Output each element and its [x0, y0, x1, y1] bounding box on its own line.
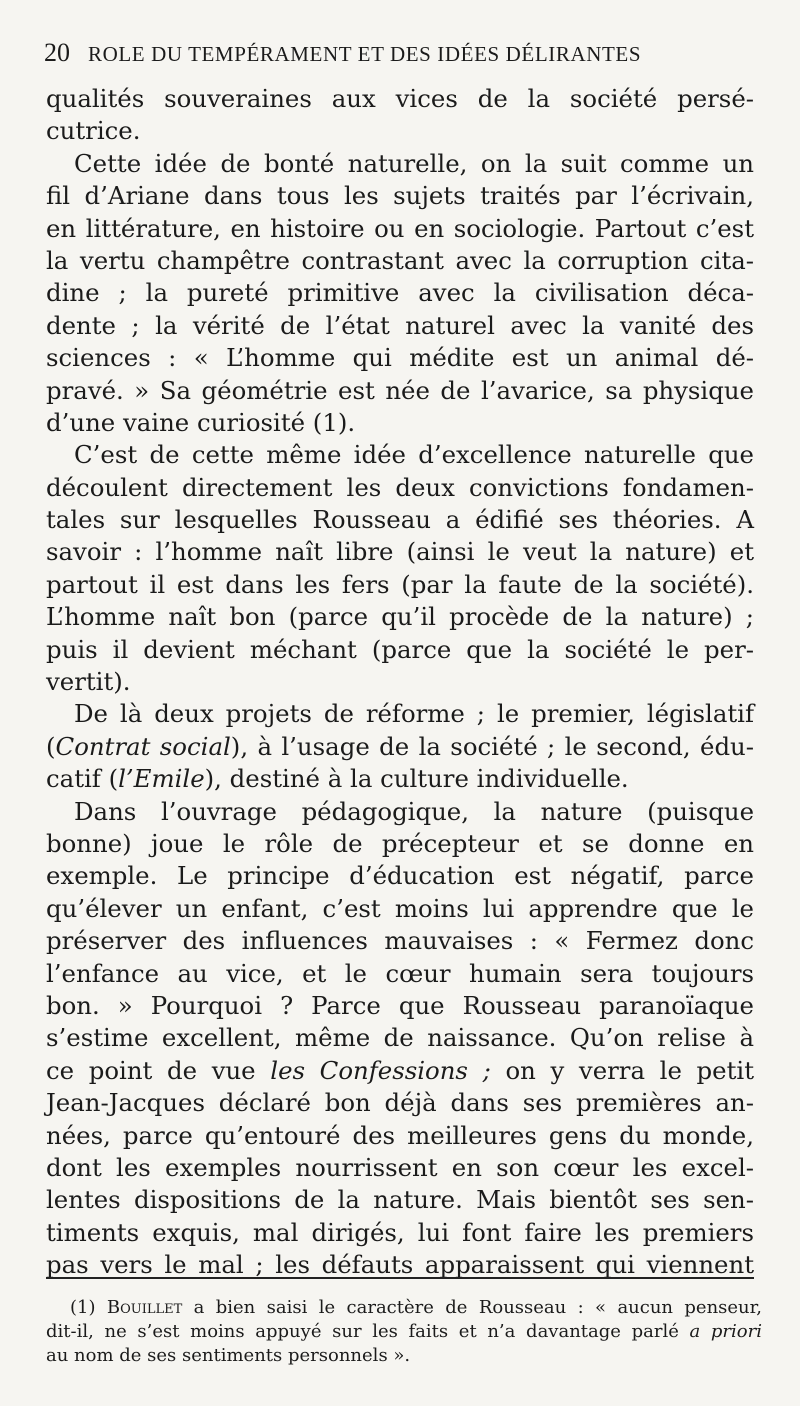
- text-line: préserver des influences mauvaises : « Fermez donc: [46, 926, 754, 956]
- text-line: dine ; la pureté primitive avec la civilisation déca-: [46, 278, 754, 308]
- text-line: dente ; la vérité de l’état naturel avec la vanité des: [46, 310, 754, 340]
- footnote-line: au nom de ses sentiments personnels ».: [46, 1345, 411, 1366]
- text-line: sciences : « L’homme qui médite est un animal dé-: [46, 343, 754, 373]
- text-line: Cette idée de bonté naturelle, on la suit comme un: [74, 148, 754, 178]
- text-line: qu’élever un enfant, c’est moins lui apprendre que le: [46, 893, 754, 923]
- running-head: [44, 38, 764, 69]
- text-line: De là deux projets de réforme ; le premier, législatif: [74, 699, 754, 729]
- running-title: ROLE DU TEMPÉRAMENT ET DES IDÉES DÉLIRANTES: [88, 42, 642, 66]
- footnote-line: dit-il, ne s’est moins appuyé sur les faits et n’a davantage parlé a priori: [46, 1321, 762, 1342]
- text-line: Dans l’ouvrage pédagogique, la nature (puisque: [74, 796, 754, 826]
- text-line: catif (l’Emile), destiné à la culture individuelle.: [46, 764, 629, 794]
- text-line: Jean-Jacques déclaré bon déjà dans ses premières an-: [46, 1088, 754, 1118]
- body-text: [46, 83, 754, 1281]
- text-line: lentes dispositions de la nature. Mais bientôt ses sen-: [46, 1185, 754, 1215]
- text-line: L’homme naît bon (parce qu’il procède de la nature) ;: [46, 602, 754, 632]
- text-line: bonne) joue le rôle de précepteur et se donne en: [46, 828, 754, 858]
- text-line: qualités souveraines aux vices de la société persé-: [46, 84, 754, 113]
- text-line: partout il est dans les fers (par la faute de la société).: [46, 569, 754, 599]
- footnote: [46, 1296, 762, 1368]
- text-line: exemple. Le principe d’éducation est négatif, parce: [46, 861, 754, 891]
- text-line: en littérature, en histoire ou en sociologie. Partout c’est: [46, 213, 754, 243]
- text-line: timents exquis, mal dirigés, lui font faire les premiers: [46, 1217, 754, 1247]
- footnote-divider: [46, 1277, 754, 1279]
- text-line: ce point de vue les Confessions ; on y verra le petit: [46, 1055, 754, 1085]
- text-line: C’est de cette même idée d’excellence naturelle que: [74, 440, 754, 470]
- text-line: dont les exemples nourrissent en son cœur les excel-: [46, 1152, 754, 1182]
- text-line: pravé. » Sa géométrie est née de l’avarice, sa physique: [46, 375, 754, 405]
- text-line: découlent directement les deux convictions fondamen-: [46, 472, 754, 502]
- text-line: nées, parce qu’entouré des meilleures gens du monde,: [46, 1120, 754, 1150]
- text-line: fil d’Ariane dans tous les sujets traités par l’écrivain,: [46, 181, 754, 211]
- text-line: savoir : l’homme naît libre (ainsi le veut la nature) et: [46, 537, 754, 567]
- footnote-line: (1) Bouillet a bien saisi le caractère de Rousseau : « aucun penseur,: [70, 1297, 762, 1318]
- text-line: d’une vaine curiosité (1).: [46, 407, 356, 437]
- text-line: s’estime excellent, même de naissance. Qu’on relise à: [46, 1023, 754, 1053]
- text-line: pas vers le mal ; les défauts apparaissent qui viennent: [46, 1250, 754, 1280]
- text-line: (Contrat social), à l’usage de la société ; le second, édu-: [46, 731, 755, 761]
- text-line: vertit).: [46, 667, 131, 697]
- text-line: la vertu champêtre contrastant avec la corruption cita-: [46, 245, 754, 275]
- text-line: l’enfance au vice, et le cœur humain sera toujours: [46, 958, 754, 988]
- text-line: tales sur lesquelles Rousseau a édifié ses théories. A: [46, 505, 754, 535]
- text-line: puis il devient méchant (parce que la société le per-: [46, 634, 754, 664]
- text-line: cutrice.: [46, 116, 141, 146]
- text-line: bon. » Pourquoi ? Parce que Rousseau paranoïaque: [46, 990, 754, 1020]
- page-number: 20: [44, 38, 70, 67]
